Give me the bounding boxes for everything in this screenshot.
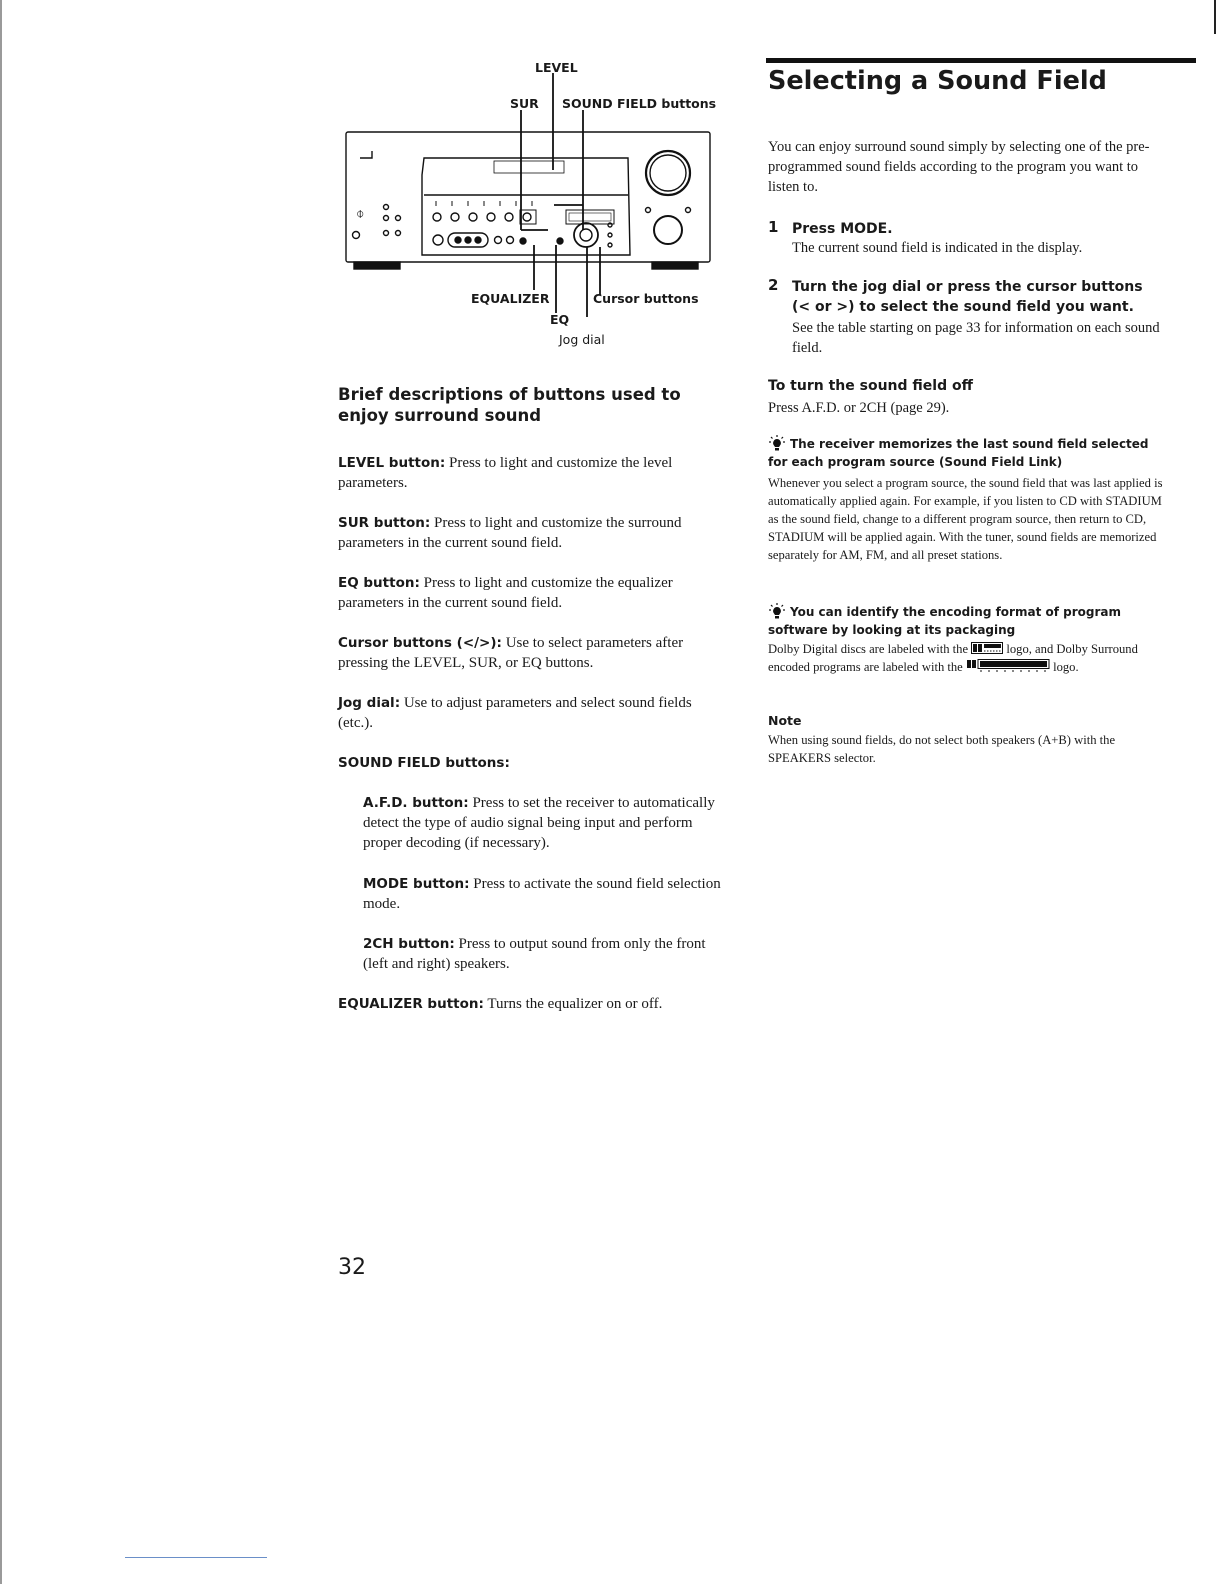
scan-edge bbox=[0, 0, 2, 1584]
item-term: 2CH button: bbox=[363, 936, 455, 952]
dolby-surround-pro-logic-logo-icon bbox=[966, 659, 1050, 672]
page-number: 32 bbox=[338, 1255, 366, 1280]
item-desc: Use to adjust parameters and select sound fields (etc.). bbox=[338, 695, 692, 731]
note-body: When using sound fields, do not select both speakers (A+B) with the SPEAKERS selector. bbox=[768, 733, 1116, 765]
tip-2-body bbox=[768, 640, 1163, 676]
item-desc: Press to light and customize the surround parameters in the current sound field. bbox=[338, 515, 682, 551]
item-term: EQ button: bbox=[338, 575, 420, 591]
step-2-heading: Turn the jog dial or press the cursor buttons (< or >) to select the sound field you want. bbox=[792, 279, 1143, 315]
item-eq-button bbox=[338, 573, 718, 613]
item-afd-button bbox=[363, 793, 723, 853]
tip-2-heading bbox=[768, 602, 1163, 639]
tip-1-heading bbox=[768, 434, 1163, 471]
tip-bulb-icon bbox=[768, 602, 786, 620]
item-term: LEVEL button: bbox=[338, 455, 446, 471]
dolby-digital-logo-icon bbox=[971, 642, 1003, 654]
callout-sur: SUR bbox=[510, 96, 539, 111]
item-jog-dial bbox=[338, 693, 718, 733]
callout-sound-field: SOUND FIELD buttons bbox=[562, 96, 717, 111]
turn-off-body: Press A.F.D. or 2CH (page 29). bbox=[768, 400, 950, 416]
callout-jog-dial: Jog dial bbox=[559, 332, 605, 347]
tip-2-body-part-a: Dolby Digital discs are labeled with the bbox=[768, 642, 969, 656]
item-term: Cursor buttons (</>): bbox=[338, 635, 502, 651]
tip-2-body-part-b: logo, and Dolby Surround encoded programs are labeled with the bbox=[768, 642, 1138, 674]
callout-cursor-buttons: Cursor buttons bbox=[593, 291, 699, 306]
item-desc: Turns the equalizer on or off. bbox=[487, 996, 663, 1012]
note-heading: Note bbox=[768, 713, 802, 728]
receiver-diagram bbox=[338, 55, 718, 355]
item-sound-field-buttons bbox=[338, 753, 718, 773]
title-rule bbox=[766, 58, 1196, 63]
tip-1-heading-text: The receiver memorizes the last sound field selected for each program source (Sound Field Link) bbox=[768, 437, 1149, 469]
item-desc: Press to light and customize the level parameters. bbox=[338, 455, 673, 491]
tip-1-body: Whenever you select a program source, the sound field that was last applied is automatically applied again. For example, if you listen to CD with STADIUM as the sound field, change to a different program source, then return to CD, STADIUM will be applied again. With the tuner, sound fields are memorized separately for AM, FM, and all preset stations. bbox=[768, 476, 1163, 562]
item-desc: Press to output sound from only the front (left and right) speakers. bbox=[363, 936, 706, 972]
item-term: MODE button: bbox=[363, 876, 470, 892]
item-term: EQUALIZER button: bbox=[338, 996, 484, 1012]
scan-mark bbox=[1214, 0, 1216, 34]
step-1-number: 1 bbox=[768, 218, 779, 236]
item-mode-button bbox=[363, 874, 723, 914]
item-sur-button bbox=[338, 513, 718, 553]
item-2ch-button bbox=[363, 934, 723, 974]
item-desc: Press to activate the sound field selection mode. bbox=[363, 876, 721, 912]
footer-rule bbox=[125, 1557, 267, 1558]
item-desc: Press to set the receiver to automatically detect the type of audio signal being input and perform proper decoding (if necessary). bbox=[363, 795, 715, 851]
step-1-body: The current sound field is indicated in the display. bbox=[792, 240, 1083, 256]
callout-equalizer: EQUALIZER bbox=[471, 291, 550, 306]
intro-paragraph: You can enjoy surround sound simply by selecting one of the pre-programmed sound fields according to the program you want to listen to. bbox=[768, 139, 1150, 195]
item-term: SUR button: bbox=[338, 515, 431, 531]
item-term: Jog dial: bbox=[338, 695, 401, 711]
callout-eq: EQ bbox=[550, 312, 570, 327]
item-term: A.F.D. button: bbox=[363, 795, 469, 811]
page-title: Selecting a Sound Field bbox=[768, 66, 1107, 96]
step-1-heading: Press MODE. bbox=[792, 221, 893, 237]
turn-off-heading: To turn the sound field off bbox=[768, 378, 973, 394]
tip-2-heading-text: You can identify the encoding format of program software by looking at its packaging bbox=[768, 605, 1121, 637]
brief-descriptions-heading: Brief descriptions of buttons used to enjoy surround sound bbox=[338, 385, 681, 425]
item-equalizer-button bbox=[338, 994, 718, 1014]
tip-2-body-part-c: logo. bbox=[1053, 660, 1079, 674]
item-term: SOUND FIELD buttons: bbox=[338, 755, 510, 771]
step-2-number: 2 bbox=[768, 276, 779, 294]
tip-bulb-icon bbox=[768, 434, 786, 452]
item-desc: Press to light and customize the equalizer parameters in the current sound field. bbox=[338, 575, 673, 611]
item-level-button bbox=[338, 453, 718, 493]
svg-text:⌽: ⌽ bbox=[356, 206, 365, 222]
item-cursor-buttons bbox=[338, 633, 718, 673]
step-2-body: See the table starting on page 33 for information on each sound field. bbox=[792, 320, 1160, 356]
callout-level: LEVEL bbox=[535, 60, 578, 75]
item-desc: Use to select parameters after pressing the LEVEL, SUR, or EQ buttons. bbox=[338, 635, 684, 671]
